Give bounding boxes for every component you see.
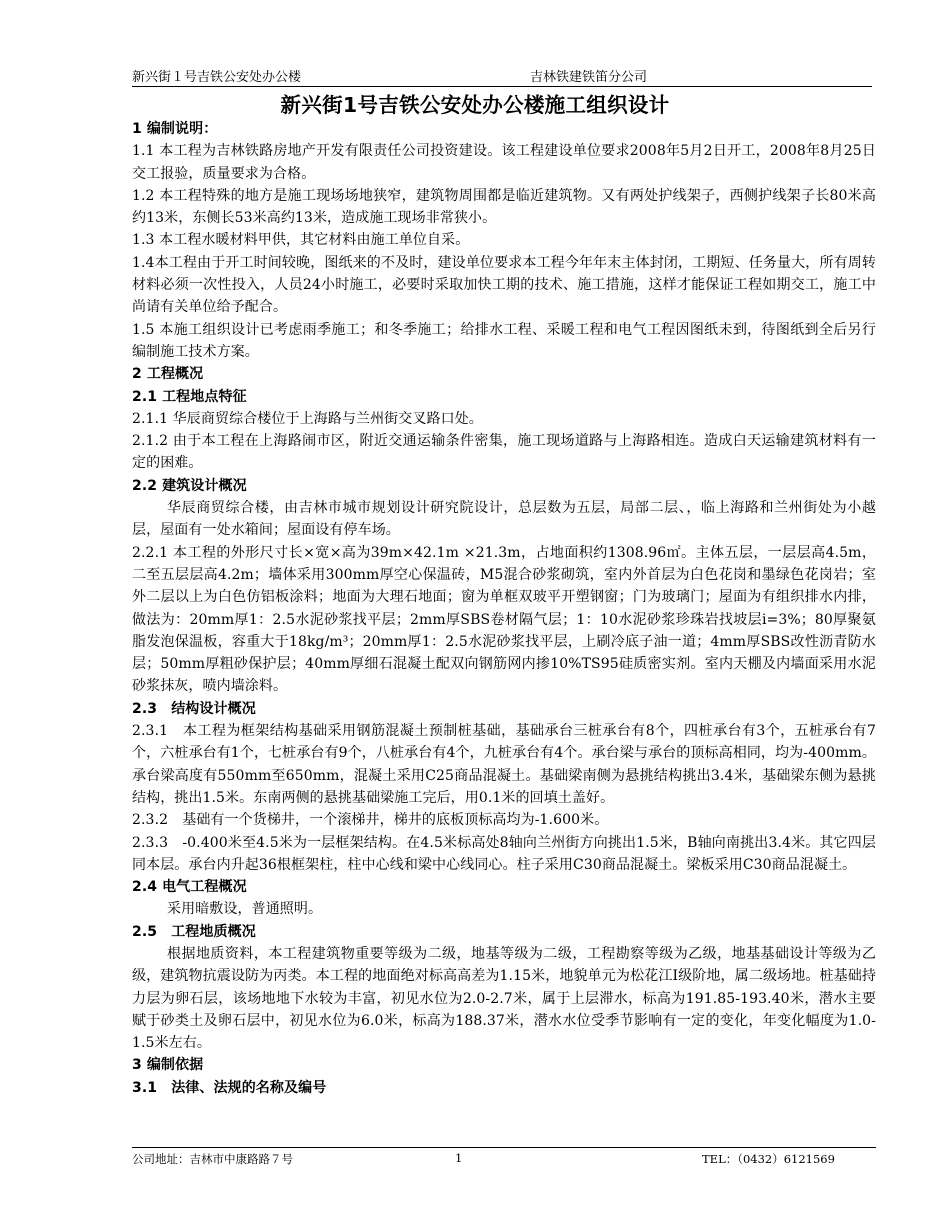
- paragraph: 采用暗敷设，普通照明。: [167, 901, 323, 918]
- paragraph: 1.1 本工程为吉林铁路房地产开发有限责任公司投资建设。该工程建设单位要求2008年5月2日开工，2008年8月25日交工报验，质量要求为合格。: [132, 143, 876, 182]
- paragraph: 2.1.2 由于本工程在上海路闹市区，附近交通运输条件密集，施工现场道路与上海路相连。造成白天运输建筑材料有一定的困难。: [132, 433, 876, 472]
- section-heading: 1 编制说明：: [132, 121, 218, 137]
- subsection-heading: 2.2 建筑设计概况: [132, 477, 247, 494]
- paragraph: 1.5 本施工组织设计已考虑雨季施工；和冬季施工；给排水工程、采暖工程和电气工程因图纸未到，待图纸到全后另行编制施工技术方案。: [132, 321, 876, 360]
- subsection-heading: 2.3 结构设计概况: [132, 700, 256, 717]
- document-body: [132, 118, 876, 1099]
- footer-address: 公司地址：吉林市中康路路７号: [132, 1152, 293, 1166]
- paragraph: 2.3.3 -0.400米至4.5米为一层框架结构。在4.5米标高处8轴向兰州街方向挑出1.5米，B轴向南挑出3.4米。其它四层同本层。承台内升起36根框架柱，柱中心线和梁中心线同心。柱子采用C30商品混凝土。梁板采用C30商品混凝土。: [132, 834, 876, 873]
- paragraph: 2.3.2 基础有一个货梯井，一个滚梯井，梯井的底板顶标高均为-1.600米。: [132, 812, 609, 829]
- header-project-name: 新兴街１号吉铁公安处办公楼: [132, 70, 302, 85]
- paragraph: 1.3 本工程水暖材料甲供，其它材料由施工单位自采。: [132, 232, 470, 249]
- section-heading: 2 工程概况: [132, 366, 204, 383]
- document-title: 新兴街1号吉铁公安处办公楼施工组织设计: [280, 93, 670, 117]
- section-heading: 3 编制依据: [132, 1057, 204, 1074]
- paragraph: 1.4本工程由于开工时间较晚，图纸来的不及时，建设单位要求本工程今年年末主体封闭，工期短、任务量大，所有周转材料必须一次性投入，人员24小时施工，必要时采取加快工期的技术、施工措施，这样才能保证工程如期交工，施工中尚请有关单位给予配合。: [132, 254, 876, 316]
- page-footer: [132, 1147, 876, 1169]
- footer-phone: TEL：（0432）6121569: [702, 1152, 835, 1166]
- paragraph: 1.2 本工程特殊的地方是施工现场场地狭窄，建筑物周围都是临近建筑物。又有两处护线架子，西侧护线架子长80米高约13米，东侧长53米高约13米，造成施工现场非常狭小。: [132, 187, 876, 227]
- subsection-heading: 2.5 工程地质概况: [132, 923, 256, 940]
- paragraph: 根据地质资料，本工程建筑物重要等级为二级，地基等级为二级，工程勘察等级为乙级，地基基础设计等级为乙级，建筑物抗震设防为丙类。本工程的地面绝对标高高差为1.15米，地貌单元为松花江I级阶地，属二级场地。桩基础持力层为卵石层，该场地地下水较为丰富，初见水位为2.0-2.7米，属于上层滞水，标高为191.85-193.40米，潜水主要赋于砂类土及卵石层中，初见水位为6.0米，标高为188.37米，潜水水位受季节影响有一定的变化，年变化幅度为1.0-1.5米左右。: [132, 945, 876, 1052]
- page-header: [132, 64, 872, 87]
- page-number: 1: [455, 1151, 463, 1165]
- paragraph: 2.3.1 本工程为框架结构基础采用钢筋混凝土预制桩基础，基础承台三桩承台有8个，四桩承台有3个，五桩承台有7个，六桩承台有1个，七桩承台有9个，八桩承台有4个，九桩承台有4个。承台梁与承台的顶标高相同，均为-400mm。承台梁高度有550mm至650mm，混凝土采用C25商品混凝土。基础梁南侧为悬挑结构挑出3.4米，基础梁东侧为悬挑结构，挑出1.5米。东南两侧的悬挑基础梁施工完后，用0.1米的回填土盖好。: [132, 723, 876, 806]
- subsection-heading: 2.4 电气工程概况: [132, 879, 247, 896]
- paragraph: 华辰商贸综合楼，由吉林市城市规划设计研究院设计，总层数为五层，局部二层、，临上海路和兰州街处为小越层，屋面有一处水箱间；屋面设有停车场。: [132, 500, 876, 539]
- paragraph: 2.1.1 华辰商贸综合楼位于上海路与兰州街交叉路口处。: [132, 410, 483, 427]
- subsection-heading: 2.1 工程地点特征: [132, 388, 247, 405]
- subsection-heading: 3.1 法律、法规的名称及编号: [132, 1079, 327, 1096]
- header-company-name: 吉林铁建铁笛分公司: [530, 70, 648, 85]
- paragraph: 2.2.1 本工程的外形尺寸长×宽×高为39m×42.1m ×21.3m，占地面积约1308.96㎡。主体五层，一层层高4.5m，二至五层层高4.2m；墙体采用300mm厚空心保温砖，M5混合砂浆砌筑，室内外首层为白色花岗和墨绿色花岗岩；室外二层以上为白色仿铝板涂料；地面为大理石地面；窗为单框双玻平开塑钢窗；门为玻璃门；屋面为有组织排水内排，做法为：20mm厚1：2.5水泥砂浆找平层；2mm厚SBS卷材隔气层；1：10水泥砂浆珍珠岩找坡层i=3%；80厚聚氨脂发泡保温板，容重大于18kg/m³；20mm厚1：2.5水泥砂浆找平层，上刷冷底子油一道；4mm厚SBS改性沥青防水层；50mm厚粗砂保护层；40mm厚细石混凝土配双向钢筋网内掺10%TS95硅质密实剂。室内天棚及内墙面采用水泥砂浆抹灰，喷内墙涂料。: [132, 544, 876, 695]
